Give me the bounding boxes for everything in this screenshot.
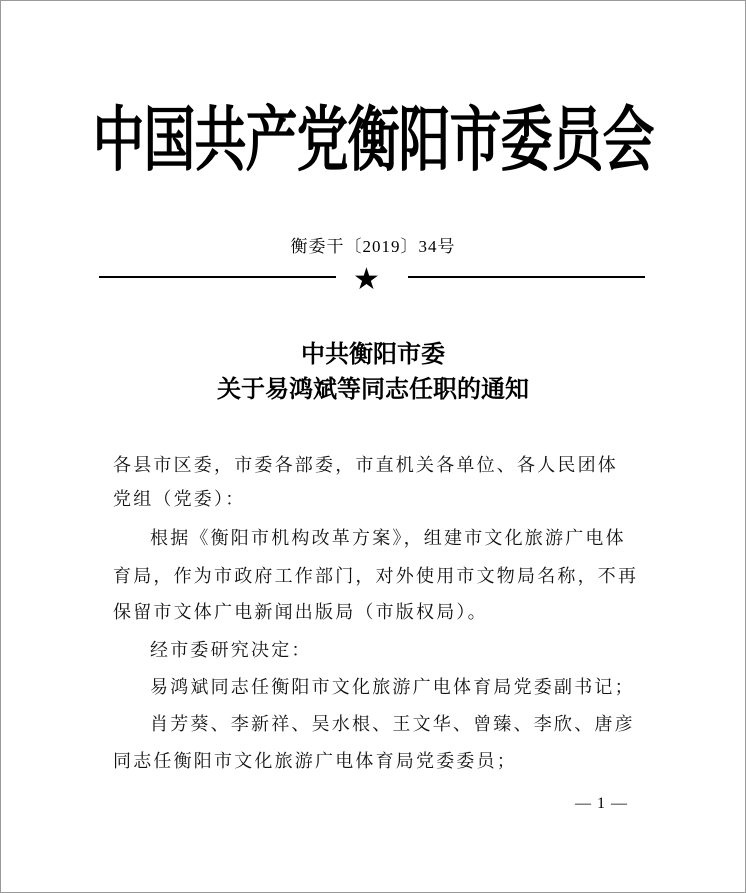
divider-line-left [99, 276, 336, 278]
header-divider [99, 262, 645, 297]
paragraph-1-line-3: 保留市文体广电新闻出版局（市版权局）。 [113, 602, 488, 623]
document-number: 衡委干〔2019〕34号 [290, 237, 456, 256]
paragraph-4-line-1: 肖芳葵、李新祥、吴水根、王文华、曾臻、李欣、唐彦 [150, 714, 635, 735]
page-number: — 1 — [575, 795, 628, 812]
paragraph-2: 经市委研究决定： [150, 640, 312, 661]
star-icon: ★ [353, 262, 380, 297]
document-title-line1: 中共衡阳市委 [301, 339, 445, 368]
paragraph-3: 易鸿斌同志任衡阳市文化旅游广电体育局党委副书记； [150, 677, 635, 698]
document-title-line2: 关于易鸿斌等同志任职的通知 [217, 374, 529, 403]
address-line-2: 党组（党委）： [113, 489, 246, 510]
paragraph-4-line-2: 同志任衡阳市文化旅游广电体育局党委委员； [113, 751, 517, 772]
paragraph-1-line-1: 根据《衡阳市机构改革方案》，组建市文化旅游广电体 [150, 528, 626, 549]
divider-line-right [408, 276, 645, 278]
issuer-header: 中国共产党衡阳市委员会 [92, 99, 654, 182]
paragraph-1-line-2: 育局，作为市政府工作部门，对外使用市文物局名称，不再 [113, 566, 639, 587]
address-line-1: 各县市区委，市委各部委，市直机关各单位、各人民团体 [113, 455, 618, 476]
